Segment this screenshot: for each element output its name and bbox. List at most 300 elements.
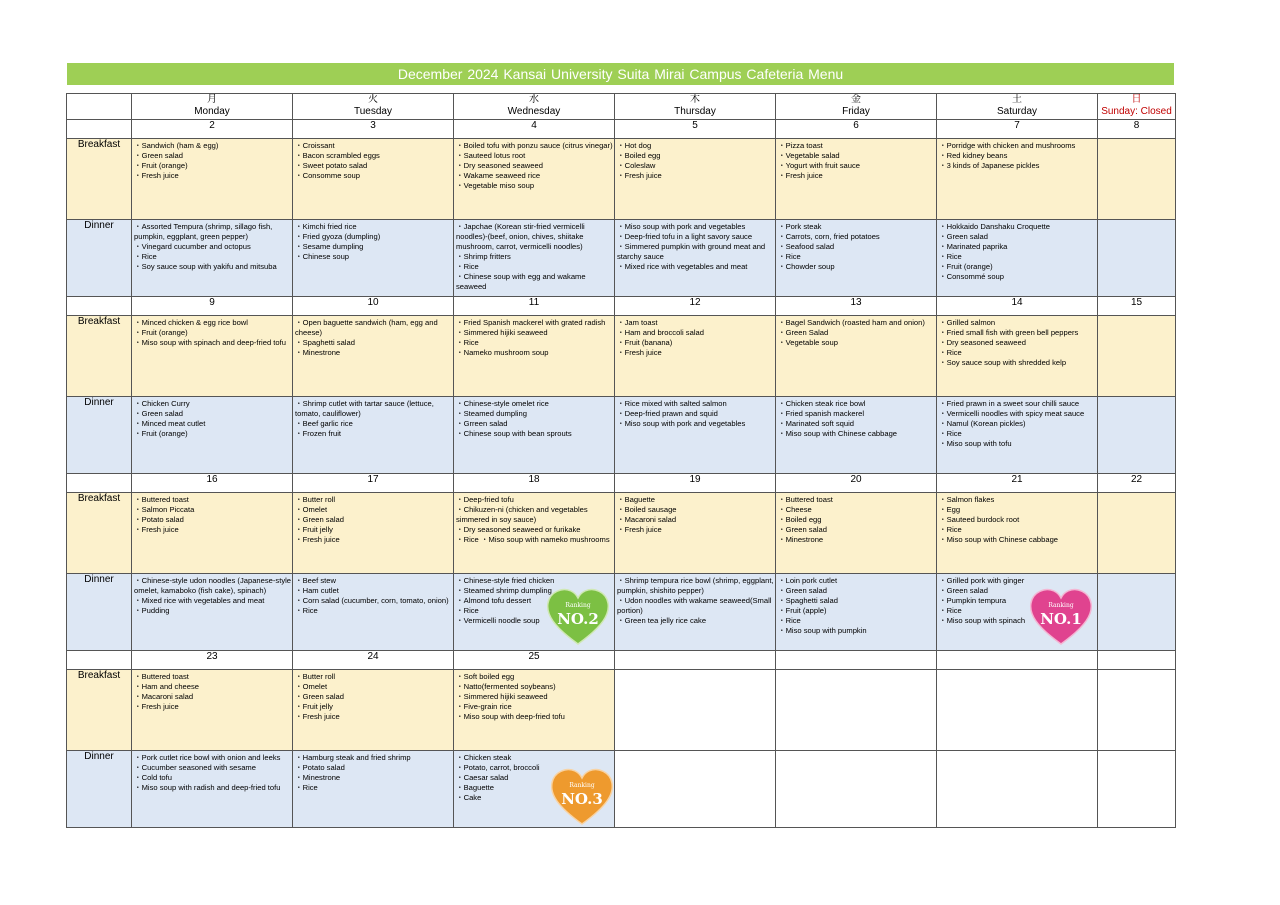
sunday-date-number: 22 [1098,474,1176,493]
ranking-badge-1 [1028,586,1094,646]
date-number: 14 [937,297,1098,316]
breakfast-menu-cell [615,493,776,574]
menu-item: ・ Consommé soup [939,272,1097,282]
menu-item: ・ Fresh juice [617,348,775,358]
menu-item: ・ Deep-fried tofu in a light savory sauce [617,232,775,242]
menu-item-list [939,141,1097,171]
menu-item-list [939,495,1097,545]
menu-item: ・ Fruit jelly [295,525,453,535]
empty-cell [937,670,1098,751]
menu-item: ・ Sauteed burdock root [939,515,1097,525]
menu-item-list [134,141,292,181]
ranking-badge-2 [545,586,611,646]
menu-item: ・ Dry seasoned seaweed [939,338,1097,348]
menu-item-list [295,141,453,181]
menu-item: ・ Udon noodles with wakame seaweed(Small portion) [617,596,775,616]
menu-item: ・ Miso soup with Chinese cabbage [939,535,1097,545]
menu-item: ・ Green salad [134,151,292,161]
menu-item: ・ Butter roll [295,672,453,682]
empty-cell [1098,751,1176,828]
menu-item: ・ Deep-fried prawn and squid [617,409,775,419]
menu-item: ・ Fruit (apple) [778,606,936,616]
menu-item-list [617,141,775,181]
date-number: 5 [615,120,776,139]
menu-item: ・ Minestrone [778,535,936,545]
menu-item: ・ Ham and cheese [134,682,292,692]
breakfast-label: Breakfast [67,139,132,220]
menu-item: ・ Minestrone [295,348,453,358]
menu-item: ・ Baguette [617,495,775,505]
menu-item: ・ Hot dog [617,141,775,151]
date-number: 12 [615,297,776,316]
menu-item-list [778,576,936,636]
menu-item-list [295,222,453,262]
menu-item: ・ Buttered toast [134,672,292,682]
menu-item: ・ Caesar salad [456,773,614,783]
dinner-label: Dinner [67,574,132,651]
weekday-header-row [67,94,1176,120]
dinner-menu-cell [454,220,615,297]
breakfast-menu-cell [293,316,454,397]
menu-item-list [295,399,453,439]
menu-item: ・ Fresh juice [134,525,292,535]
menu-item: ・ Shrimp fritters [456,252,614,262]
menu-item: ・ Rice mixed with salted salmon [617,399,775,409]
menu-item: ・ Fried prawn in a sweet sour chilli sauce [939,399,1097,409]
dinner-menu-cell [132,751,293,828]
date-number: 17 [293,474,454,493]
menu-item-list [134,222,292,272]
empty-cell [776,651,937,670]
menu-item: ・ Green tea jelly rice cake [617,616,775,626]
breakfast-menu-cell [132,493,293,574]
breakfast-menu-cell [132,316,293,397]
menu-item: ・ Ham cutlet [295,586,453,596]
menu-item: ・ Croissant [295,141,453,151]
dinner-label: Dinner [67,220,132,297]
menu-item: ・ Rice [456,606,614,616]
heart-icon [549,766,615,826]
menu-item-list [778,141,936,181]
menu-item: ・ Minced chicken & egg rice bowl [134,318,292,328]
menu-item: ・ Miso soup with Chinese cabbage [778,429,936,439]
day-kanji: 火 [368,94,378,105]
menu-item: ・ Almond tofu dessert [456,596,614,606]
breakfast-label: Breakfast [67,316,132,397]
menu-item-list [134,318,292,348]
menu-item-list [617,399,775,429]
menu-item: ・ Natto(fermented soybeans) [456,682,614,692]
menu-item: ・ Green salad [295,515,453,525]
menu-item-list [939,222,1097,282]
menu-item: ・ Salmon Piccata [134,505,292,515]
day-name: Friday [842,106,870,117]
menu-item: ・ Wakame seaweed rice [456,171,614,181]
menu-item-list [134,399,292,439]
menu-item: ・ Sesame dumpling [295,242,453,252]
menu-item: ・ Chikuzen-ni (chicken and vegetables simmered in soy sauce) [456,505,614,525]
menu-item: ・ Egg [939,505,1097,515]
sunday-date-number: 15 [1098,297,1176,316]
day-header-thursday [615,94,776,120]
date-number: 16 [132,474,293,493]
menu-item: ・ Grilled salmon [939,318,1097,328]
dinner-label: Dinner [67,751,132,828]
sunday-closed-cell [1098,316,1176,397]
menu-item: ・ Beef stew [295,576,453,586]
menu-item: ・ Fried Spanish mackerel with grated radish [456,318,614,328]
date-number: 24 [293,651,454,670]
dinner-menu-cell [293,751,454,828]
menu-item: ・ Japchae (Korean stir-fried vermicelli noodles)-(beef, onion, chives, shiitake mushroom, carrot, vermicelli noodles) [456,222,614,252]
menu-item: ・ Mixed rice with vegetables and meat [617,262,775,272]
date-row [67,297,1176,316]
day-name: Saturday [996,106,1038,117]
breakfast-menu-cell [293,493,454,574]
breakfast-menu-cell [293,139,454,220]
date-number: 19 [615,474,776,493]
menu-item-list [456,222,614,292]
day-name: Tuesday [354,106,392,117]
menu-item: ・ Green salad [778,586,936,596]
menu-item: ・ Rice [134,252,292,262]
menu-item: ・ Chowder soup [778,262,936,272]
menu-item: ・ Minced meat cutlet [134,419,292,429]
date-number: 2 [132,120,293,139]
menu-item-list [295,753,453,793]
menu-calendar [66,93,1176,828]
dinner-menu-cell [293,397,454,474]
dinner-menu-cell [776,220,937,297]
menu-item: ・ Simmered hijiki seaweed [456,328,614,338]
date-number: 21 [937,474,1098,493]
menu-item: ・ Yogurt with fruit sauce [778,161,936,171]
breakfast-menu-cell [615,139,776,220]
day-kanji: 金 [851,94,861,105]
date-number: 20 [776,474,937,493]
menu-item: ・ Boiled tofu with ponzu sauce (citrus vinegar) [456,141,614,151]
ranking-badge-3 [549,766,615,826]
menu-item: ・ Ham and broccoli salad [617,328,775,338]
menu-item: ・ Chicken Curry [134,399,292,409]
menu-item: ・ Green salad [939,586,1097,596]
date-row [67,474,1176,493]
day-name: Thursday [674,106,716,117]
badge-caption: Ranking [569,782,595,789]
date-number: 23 [132,651,293,670]
day-kanji: 月 [207,94,217,105]
menu-item: ・ Marinated paprika [939,242,1097,252]
day-header-saturday [937,94,1098,120]
menu-item: ・ Chinese soup with egg and wakame seaweed [456,272,614,292]
dinner-row [67,751,1176,828]
menu-item: ・ Rice [778,252,936,262]
page-title: December 2024 Kansai University Suita Mirai Campus Cafeteria Menu [67,63,1174,85]
menu-item: ・ Miso soup with tofu [939,439,1097,449]
menu-item: ・ Consomme soup [295,171,453,181]
menu-item: ・ Steamed dumpling [456,409,614,419]
menu-item-list [134,495,292,535]
breakfast-menu-cell [293,670,454,751]
menu-item: ・ Vinegard cucumber and octopus [134,242,292,252]
day-header-monday [132,94,293,120]
menu-item: ・ Bacon scrambled eggs [295,151,453,161]
sunday-closed-cell [1098,397,1176,474]
dinner-menu-cell [132,397,293,474]
menu-item: ・ Fresh juice [295,535,453,545]
dinner-menu-cell [615,574,776,651]
menu-item-list [134,753,292,793]
day-name: Wednesday [507,106,561,117]
menu-item: ・ Corn salad (cucumber, corn, tomato, onion) [295,596,453,606]
breakfast-menu-cell [454,493,615,574]
menu-item-list [939,318,1097,368]
day-header-friday [776,94,937,120]
dinner-menu-cell [776,397,937,474]
menu-item: ・ Soy sauce soup with shredded kelp [939,358,1097,368]
menu-item: ・ Fruit (orange) [134,328,292,338]
breakfast-menu-cell [615,316,776,397]
day-kanji: 水 [529,94,539,105]
menu-item: ・ Nameko mushroom soup [456,348,614,358]
menu-item: ・ Cucumber seasoned with sesame [134,763,292,773]
menu-item: ・ Rice ・Miso soup with nameko mushrooms [456,535,614,545]
menu-item: ・ Vegetable salad [778,151,936,161]
menu-item: ・ Soft boiled egg [456,672,614,682]
menu-item: ・ Fresh juice [778,171,936,181]
dinner-menu-cell [615,220,776,297]
menu-item-list [617,222,775,272]
dinner-menu-cell [293,574,454,651]
date-number: 18 [454,474,615,493]
dinner-menu-cell [454,397,615,474]
menu-item: ・ Rice [778,616,936,626]
menu-item: ・ Chicken steak rice bowl [778,399,936,409]
dinner-label: Dinner [67,397,132,474]
menu-item: ・ Fruit (orange) [134,161,292,171]
menu-item: ・ Chinese-style omelet rice [456,399,614,409]
menu-item: ・ Hokkaido Danshaku Croquette [939,222,1097,232]
menu-item: ・ Omelet [295,505,453,515]
dinner-menu-cell [776,574,937,651]
empty-cell [937,651,1098,670]
breakfast-row [67,493,1176,574]
breakfast-row [67,670,1176,751]
menu-item: ・ Chinese soup with bean sprouts [456,429,614,439]
menu-item-list [778,495,936,545]
menu-item: ・ Vermicelli noodles with spicy meat sauce [939,409,1097,419]
breakfast-menu-cell [454,670,615,751]
date-row [67,120,1176,139]
menu-item: ・ Miso soup with pork and vegetables [617,419,775,429]
menu-item: ・ Buttered toast [134,495,292,505]
menu-item: ・ Rice [456,338,614,348]
breakfast-menu-cell [454,316,615,397]
menu-item: ・ Sweet potato salad [295,161,453,171]
menu-item-list [617,318,775,358]
dinner-row [67,574,1176,651]
breakfast-row [67,139,1176,220]
menu-item-list [456,318,614,358]
menu-item: ・ Salmon flakes [939,495,1097,505]
menu-item-list [295,495,453,545]
date-number: 11 [454,297,615,316]
menu-item: ・ Open baguette sandwich (ham, egg and cheese) [295,318,453,338]
menu-item-list [456,141,614,191]
menu-item-list [456,399,614,439]
menu-item: ・ Miso soup with pumpkin [778,626,936,636]
menu-item: ・ Red kidney beans [939,151,1097,161]
menu-item: ・ Pork steak [778,222,936,232]
menu-item: ・ Grreen salad [456,419,614,429]
empty-cell [615,751,776,828]
sunday-closed-cell [1098,574,1176,651]
sunday-closed-cell [1098,220,1176,297]
menu-item-list [134,672,292,712]
menu-item: ・ Fresh juice [134,171,292,181]
badge-caption: Ranking [565,602,591,609]
badge-rank: NO.2 [557,610,599,628]
breakfast-label: Breakfast [67,493,132,574]
menu-item: ・ Sauteed lotus root [456,151,614,161]
menu-item: ・ Steamed shrimp dumpling [456,586,614,596]
menu-item: ・ Miso soup with spinach and deep-fried tofu [134,338,292,348]
date-number: 7 [937,120,1098,139]
day-name: Monday [194,106,230,117]
date-row-corner [67,297,132,316]
menu-item: ・ Boiled egg [617,151,775,161]
menu-item: ・ Potato salad [134,515,292,525]
sunday-closed-cell [1098,493,1176,574]
menu-item: ・ Marinated soft squid [778,419,936,429]
date-row-corner [67,120,132,139]
menu-item: ・ 3 kinds of Japanese pickles [939,161,1097,171]
breakfast-menu-cell [776,316,937,397]
menu-item: ・ Jam toast [617,318,775,328]
dinner-row [67,397,1176,474]
dinner-menu-cell [937,220,1098,297]
menu-item: ・ Bagel Sandwich (roasted ham and onion) [778,318,936,328]
menu-item: ・ Sandwich (ham & egg) [134,141,292,151]
menu-item: ・ Rice [456,262,614,272]
menu-item: ・ Chinese-style fried chicken [456,576,614,586]
breakfast-menu-cell [132,139,293,220]
menu-item-list [456,672,614,722]
menu-item: ・ Coleslaw [617,161,775,171]
menu-item: ・ Miso soup with pork and vegetables [617,222,775,232]
day-header-sunday [1098,94,1176,120]
date-number: 10 [293,297,454,316]
menu-item: ・ Rice [939,348,1097,358]
menu-item-list [617,495,775,535]
heart-icon [1028,586,1094,646]
date-number: 3 [293,120,454,139]
menu-item: ・ Rice [295,606,453,616]
menu-item: ・ Kimchi fried rice [295,222,453,232]
day-kanji: 木 [690,94,700,105]
date-number: 9 [132,297,293,316]
empty-cell [615,670,776,751]
menu-item: ・ Grilled pork with ginger [939,576,1097,586]
menu-item: ・ Vegetable miso soup [456,181,614,191]
menu-item-list [295,318,453,358]
menu-item: ・ Fresh juice [617,525,775,535]
menu-item: ・ Dry seasoned seaweed or furikake [456,525,614,535]
menu-item: ・ Chinese-style udon noodles (Japanese-style omelet, kamaboko (fish cake), spinach) [134,576,292,596]
menu-item: ・ Fresh juice [617,171,775,181]
menu-item: ・ Simmered hijiki seaweed [456,692,614,702]
breakfast-menu-cell [937,139,1098,220]
menu-item: ・ Fried small fish with green bell peppers [939,328,1097,338]
menu-item: ・ Buttered toast [778,495,936,505]
menu-item: ・ Miso soup with deep-fried tofu [456,712,614,722]
menu-item-list [939,399,1097,449]
dinner-menu-cell [615,397,776,474]
menu-item: ・ Namul (Korean pickles) [939,419,1097,429]
breakfast-menu-cell [132,670,293,751]
empty-cell [1098,670,1176,751]
menu-item-list [295,672,453,722]
date-row [67,651,1176,670]
empty-cell [776,670,937,751]
menu-item: ・ Boiled sausage [617,505,775,515]
breakfast-menu-cell [454,139,615,220]
date-row-corner [67,474,132,493]
date-number: 6 [776,120,937,139]
menu-item: ・ Cake [456,793,614,803]
empty-cell [776,751,937,828]
menu-item: ・ Macaroni salad [617,515,775,525]
menu-item: ・ Chicken steak [456,753,614,763]
menu-item: ・ Pizza toast [778,141,936,151]
menu-item: ・ Omelet [295,682,453,692]
menu-item: ・ Potato salad [295,763,453,773]
date-number: 13 [776,297,937,316]
menu-item: ・ Green salad [295,692,453,702]
menu-item: ・ Miso soup with spinach [939,616,1097,626]
menu-item: ・ Rice [939,429,1097,439]
menu-item: ・ Shrimp cutlet with tartar sauce (lettuce, tomato, cauliflower) [295,399,453,419]
dinner-menu-cell [132,574,293,651]
empty-cell [1098,651,1176,670]
menu-item: ・ Fruit (orange) [939,262,1097,272]
breakfast-menu-cell [776,139,937,220]
menu-item: ・ Spaghetti salad [778,596,936,606]
sunday-date-number: 8 [1098,120,1176,139]
day-kanji: 土 [1012,94,1022,105]
menu-item-list [617,576,775,626]
menu-item: ・ Green salad [939,232,1097,242]
menu-item-list [778,318,936,348]
menu-item: ・ Seafood salad [778,242,936,252]
menu-item: ・ Hamburg steak and fried shrimp [295,753,453,763]
menu-item: ・ Rice [939,606,1097,616]
sunday-closed-cell [1098,139,1176,220]
menu-item: ・ Dry seasoned seaweed [456,161,614,171]
menu-item: ・ Cheese [778,505,936,515]
date-row-corner [67,651,132,670]
menu-item: ・ Porridge with chicken and mushrooms [939,141,1097,151]
header-corner [67,94,132,120]
menu-item: ・ Pork cutlet rice bowl with onion and leeks [134,753,292,763]
menu-item: ・ Loin pork cutlet [778,576,936,586]
menu-item: ・ Chinese soup [295,252,453,262]
menu-item: ・ Pudding [134,606,292,616]
date-number: 4 [454,120,615,139]
dinner-menu-cell [937,397,1098,474]
menu-item: ・ Soy sauce soup with yakifu and mitsuba [134,262,292,272]
menu-item: ・ Fruit (banana) [617,338,775,348]
